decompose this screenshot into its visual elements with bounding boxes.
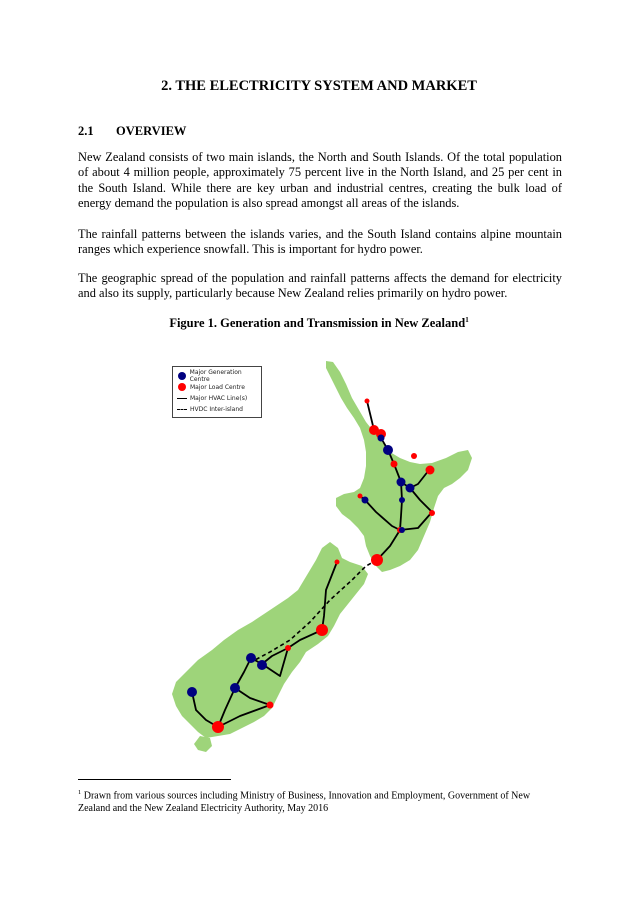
generation-centre bbox=[383, 445, 393, 455]
generation-centre bbox=[257, 660, 267, 670]
legend-hvdc bbox=[177, 405, 243, 413]
footnote bbox=[78, 787, 562, 816]
generation-centre bbox=[399, 527, 405, 533]
figure-caption bbox=[0, 316, 638, 331]
paragraph-spread: The geographic spread of the population and rainfall patterns affects the demand for electricity and also its supply, particularly because New Zealand relies primarily on hydro power. bbox=[78, 271, 562, 301]
generation-dot-icon bbox=[177, 372, 187, 380]
legend-load-label: Major Load Centre bbox=[190, 383, 245, 391]
load-centre bbox=[316, 624, 328, 636]
north-island-land bbox=[326, 361, 472, 572]
load-dot-icon bbox=[177, 383, 187, 391]
generation-centre bbox=[378, 435, 385, 442]
subsection-heading bbox=[78, 124, 186, 139]
section-heading: 2. THE ELECTRICITY SYSTEM AND MARKET bbox=[161, 78, 477, 94]
legend-load bbox=[177, 383, 245, 391]
load-centre bbox=[285, 645, 291, 651]
footnote-number: 1 bbox=[78, 789, 82, 796]
figure-caption-text: Figure 1. Generation and Transmission in New Zealand bbox=[169, 316, 466, 331]
subsection-title: OVERVIEW bbox=[116, 124, 187, 138]
map-legend bbox=[172, 366, 262, 418]
load-centre bbox=[335, 560, 340, 565]
load-centre bbox=[429, 510, 435, 516]
subsection-number: 2.1 bbox=[78, 124, 94, 138]
generation-centre bbox=[362, 497, 369, 504]
load-centre bbox=[212, 721, 224, 733]
generation-centre bbox=[406, 484, 415, 493]
legend-hvac-label: Major HVAC Line(s) bbox=[190, 394, 248, 402]
paragraph-rainfall: The rainfall patterns between the islands varies, and the South Island contains alpine mountain ranges which experience snowfall. This is important for hydro power. bbox=[78, 227, 562, 257]
solid-line-icon bbox=[177, 394, 187, 402]
generation-centre bbox=[187, 687, 197, 697]
footnote-divider bbox=[78, 779, 231, 780]
load-centre bbox=[358, 494, 363, 499]
figure-caption-footnote-ref: 1 bbox=[465, 316, 469, 324]
generation-centre bbox=[399, 497, 405, 503]
legend-generation bbox=[177, 369, 261, 383]
load-centre bbox=[267, 702, 274, 709]
generation-centre bbox=[246, 653, 256, 663]
paragraph-population: New Zealand consists of two main islands, the North and South Islands. Of the total population of about 4 million people, approximately 75 percent live in the North Island, and 25 per cent in the South Island. While there are key urban and industrial centres, creating the bulk load of energy demand the population is also spread amongst all areas of the islands. bbox=[78, 150, 562, 211]
dashed-line-icon bbox=[177, 405, 187, 413]
footnote-text: Drawn from various sources including Ministry of Business, Innovation and Employment, Government of New Zealand and the New Zealand Electricity Authority, May 2016 bbox=[78, 790, 531, 814]
stewart-island-land bbox=[194, 736, 212, 752]
legend-hvac bbox=[177, 394, 247, 402]
generation-centre bbox=[230, 683, 240, 693]
south-island-land bbox=[172, 542, 368, 738]
load-centre bbox=[371, 554, 383, 566]
legend-generation-label: Major Generation Centre bbox=[189, 369, 242, 383]
legend-hvdc-label: HVDC Inter-island bbox=[190, 405, 243, 413]
generation-centre bbox=[397, 478, 406, 487]
load-centre bbox=[391, 461, 398, 468]
load-centre bbox=[411, 453, 417, 459]
load-centre bbox=[426, 466, 435, 475]
load-centre bbox=[365, 399, 370, 404]
